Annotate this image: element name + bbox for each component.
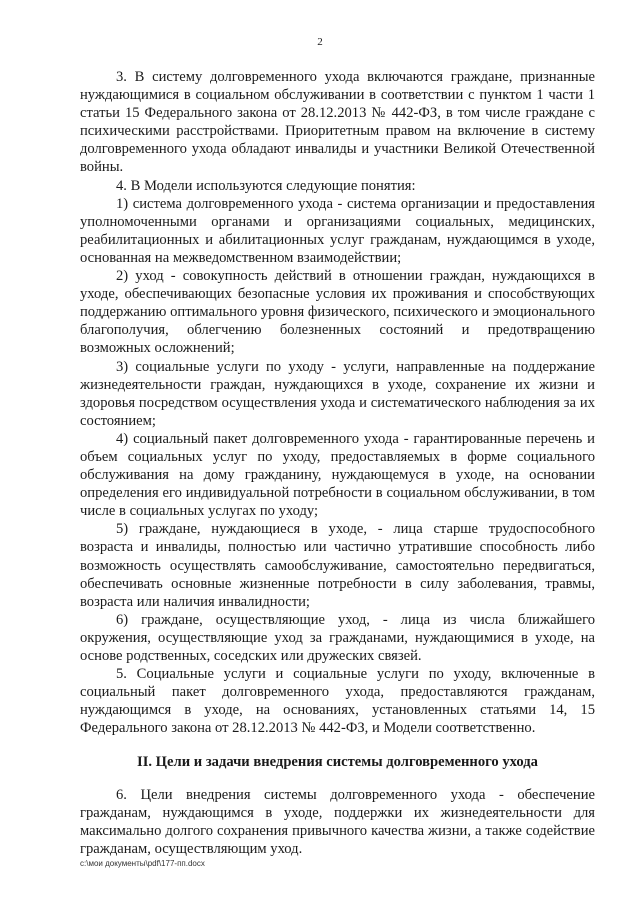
- section-heading: II. Цели и задачи внедрения системы долговременного ухода: [137, 754, 538, 771]
- paragraph-3: 3. В систему долговременного ухода включаются граждане, признанные нуждающимися в социальном обслуживании в соответствии с пунктом 1 части 1 статьи 15 Федерального закона от 28.12.2013 № 442-ФЗ, в том числе граждане с психическими расстройствами. Приоритетным правом на включение в систему долговременного ухода обладают инвалиды и участники Великой Отечественной войны.: [80, 69, 595, 176]
- definition-5: 5) граждане, нуждающиеся в уходе, - лица старше трудоспособного возраста и инвалиды, полностью или частично утратившие способность либо возможность осуществлять самообслуживание, самостоятельно передвигаться, обеспечивать основные жизненные потребности в силу заболевания, травмы, возраста или наличия инвалидности;: [80, 521, 595, 610]
- document-body: [80, 68, 595, 858]
- definition-6: 6) граждане, осуществляющие уход, - лица из числа ближайшего окружения, осуществляющие уход за гражданами, нуждающимися в уходе, на основе родственных, соседских или дружеских связей.: [80, 611, 595, 664]
- definition-4: 4) социальный пакет долговременного ухода - гарантированные перечень и объем социальных услуг по уходу, предоставляемых в форме социального обслуживания на дому гражданину, нуждающемуся в уходе, на основании определения его индивидуальной потребности в социальном обслуживании, в том числе в социальных услугах по уходу;: [80, 430, 595, 520]
- definition-2: 2) уход - совокупность действий в отношении граждан, нуждающихся в уходе, обеспечивающих безопасные условия их проживания и способствующих поддержанию оптимального уровня физического, психического и эмоционального благополучия, облегчению болезненных состояний и предотвращению возможных осложнений;: [80, 268, 595, 357]
- page-number: 2: [317, 36, 323, 48]
- paragraph-4: 4. В Модели используются следующие понятия:: [116, 177, 416, 194]
- definition-1: 1) система долговременного ухода - система организации и предоставления уполномоченными органами и организациями социальных, медицинских, реабилитационных и абилитационных услуг гражданам, нуждающимся в уходе, основанная на межведомственном взаимодействии;: [80, 195, 595, 266]
- paragraph-5: 5. Социальные услуги и социальные услуги по уходу, включенные в социальный пакет долговременного ухода, предоставляются гражданам, нуждающимся в уходе, на основаниях, установленных статьями 14, 15 Федерального закона от 28.12.2013 № 442-ФЗ, и Модели соответственно.: [80, 666, 595, 737]
- paragraph-6: 6. Цели внедрения системы долговременного ухода - обеспечение гражданам, нуждающимся в уходе, поддержки их жизнедеятельности для максимально долгого сохранения привычного качества жизни, а также содействие гражданам, осуществляющим уход.: [80, 786, 595, 857]
- definition-3: 3) социальные услуги по уходу - услуги, направленные на поддержание жизнедеятельности граждан, нуждающихся в уходе, сохранение их жизни и здоровья посредством осуществления ухода и систематического наблюдения за их состоянием;: [80, 358, 595, 429]
- footer-file-path: c:\мои документы\pdf\177-пп.docx: [80, 859, 205, 868]
